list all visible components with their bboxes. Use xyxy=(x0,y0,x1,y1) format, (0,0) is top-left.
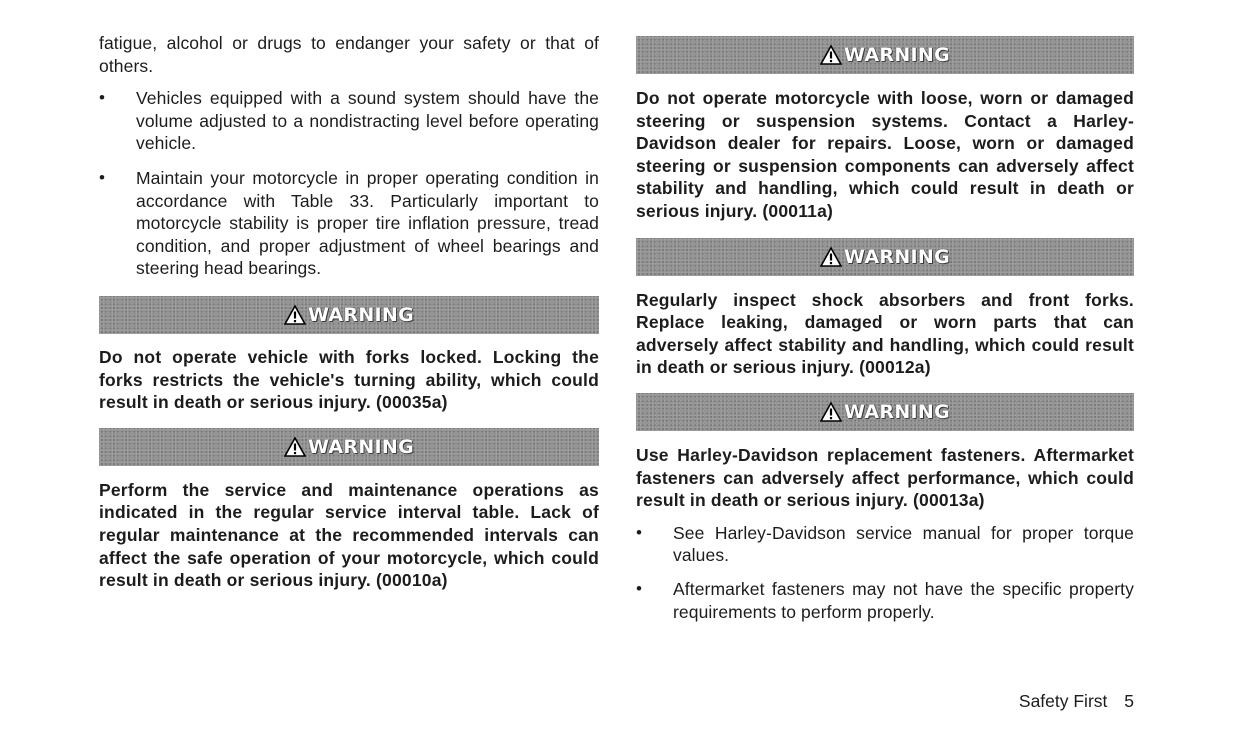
bullet-dot: • xyxy=(99,167,106,187)
list-item-text: Vehicles equipped with a sound system should have the volume adjusted to a nondistracting level before operating vehicle. xyxy=(136,88,599,154)
warning-label: WARNING xyxy=(843,400,950,423)
warning-triangle-icon xyxy=(820,45,842,65)
warning-text: Do not operate motorcycle with loose, worn or damaged steering or suspension systems. Contact a Harley-Davidson dealer for repairs. Loose, worn or damaged steering or suspension components can adversely affect stability and handling, which could result in death or serious injury. (00011a) xyxy=(636,88,1134,221)
warning-block xyxy=(99,428,599,592)
warning-text: Regularly inspect shock absorbers and front forks. Replace leaking, damaged or worn parts that can adversely affect stability and handling, which could result in death or serious injury. (00012a) xyxy=(636,289,1134,378)
warning-banner xyxy=(636,36,1134,74)
warning-label: WARNING xyxy=(307,303,414,326)
warning-label: WARNING xyxy=(307,435,414,458)
list-item-text: Maintain your motorcycle in proper operating condition in accordance with Table 33. Particularly important to motorcycle stability is proper tire inflation pressure, tread condition, and proper adjustment of wheel bearings and steering head bearings. xyxy=(136,167,599,279)
warning-banner xyxy=(636,238,1134,276)
warning-triangle-icon xyxy=(284,305,306,325)
warning-triangle-icon xyxy=(284,437,306,457)
bullet-dot: • xyxy=(99,88,106,108)
warning-block xyxy=(636,238,1134,379)
warning-text: Do not operate vehicle with forks locked. Locking the forks restricts the vehicle's turning ability, which could result in death or serious injury. (00035a) xyxy=(99,346,599,413)
warning-text: Use Harley-Davidson replacement fasteners. Aftermarket fasteners can adversely affect performance, which could result in death or serious injury. (00013a) xyxy=(636,444,1134,511)
list-item xyxy=(636,522,1134,567)
list-item-text: See Harley-Davidson service manual for proper torque values. xyxy=(673,522,1134,566)
warning-block xyxy=(636,393,1134,512)
warning-banner xyxy=(99,428,599,466)
page-footer xyxy=(1019,690,1134,712)
warning-text: Perform the service and maintenance operations as indicated in the regular service interval table. Lack of regular maintenance at the recommended intervals can affect the safe operation of your motorcycle, which could result in death or serious injury. (00010a) xyxy=(99,479,599,591)
warning-label: WARNING xyxy=(843,245,950,268)
right-column xyxy=(636,0,1134,623)
intro-paragraph: fatigue, alcohol or drugs to endanger your safety or that of others. xyxy=(99,33,599,76)
page-number: 5 xyxy=(1124,691,1134,711)
warning-block xyxy=(99,296,599,414)
left-column xyxy=(99,0,599,592)
warning-label: WARNING xyxy=(843,44,950,66)
list-item xyxy=(99,87,599,155)
warning-banner xyxy=(636,393,1134,431)
list-item xyxy=(636,578,1134,623)
bullet-dot: • xyxy=(636,522,643,542)
warning-triangle-icon xyxy=(820,402,842,422)
warning-block xyxy=(636,36,1134,223)
list-item-text: Aftermarket fasteners may not have the specific property requirements to perform properly. xyxy=(673,578,1134,622)
warning-triangle-icon xyxy=(820,247,842,267)
footer-section-title: Safety First xyxy=(1018,691,1108,711)
list-item xyxy=(99,167,599,280)
warning-banner xyxy=(99,296,599,334)
bullet-dot: • xyxy=(636,578,643,598)
